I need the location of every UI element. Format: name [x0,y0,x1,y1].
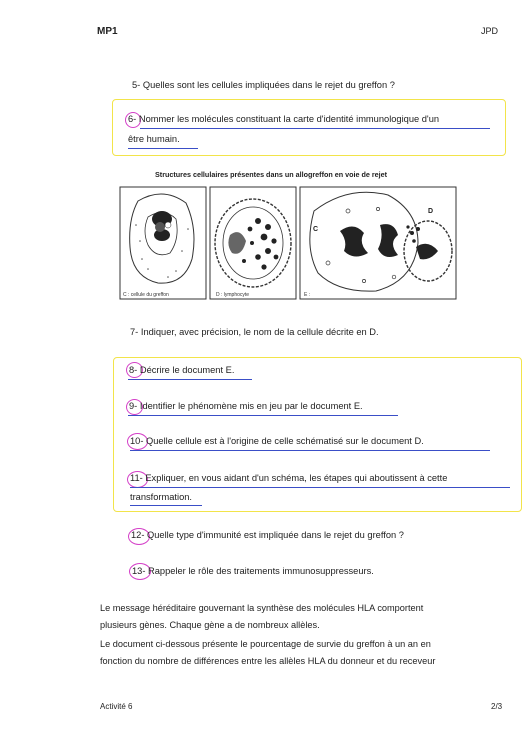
question-6-line2: être humain. [128,134,180,144]
underline [130,450,490,451]
caption-d: D : lymphocyte [216,292,250,298]
question-11-line1 [130,473,447,483]
footer-left: Activité 6 [100,702,133,711]
caption-c: C : cellule du greffon [123,292,169,298]
caption-e: E : [304,292,311,298]
paragraph-line-1: Le message héréditaire gouvernant la synthèse des molécules HLA comportent [100,603,424,613]
question-12 [131,530,404,540]
question-6-line1 [128,114,439,124]
question-13 [132,566,374,576]
question-10 [130,436,424,446]
question-number: 9- [129,401,138,411]
paragraph-line-4: fonction du nombre de différences entre les allèles HLA du donneur et du receveur [100,656,436,666]
question-number: 7- [130,327,139,337]
header-left: MP1 [97,26,118,37]
question-7 [130,327,379,337]
underline [140,128,490,129]
label-d: D [428,208,434,215]
question-text: Quelles sont les cellules impliquées dans le rejet du greffon ? [142,80,395,90]
question-text: Nommer les molécules constituant la carte d'identité immunologique d'un [138,114,440,124]
question-number: 13- [132,566,146,576]
question-11-line2: transformation. [130,492,193,502]
question-number: 6- [128,114,137,124]
underline [128,148,198,149]
panel-c-frame [120,187,206,299]
question-text: Identifier le phénomène mis en jeu par le document E. [139,401,363,411]
underline [128,415,398,416]
question-text: Expliquer, en vous aidant d'un schéma, les étapes qui aboutissent à cette [145,473,448,483]
question-number: 10- [130,436,144,446]
underline [128,379,252,380]
question-text: Indiquer, avec précision, le nom de la cellule décrite en D. [140,327,379,337]
question-text: Rappeler le rôle des traitements immunosuppresseurs. [148,566,374,576]
question-9 [129,401,363,411]
question-8 [129,365,234,375]
highlight-box-q8-q11 [113,357,522,512]
question-number: 8- [129,365,138,375]
panel-e-frame [300,187,456,299]
question-number: 5- [132,80,141,90]
question-text: Décrire le document E. [139,365,235,375]
cell-c-outline [310,192,418,291]
underline [130,487,510,488]
label-c: C [313,226,319,233]
header-right: JPD [481,26,499,36]
footer-right: 2/3 [491,702,503,711]
paragraph-line-2: plusieurs gènes. Chaque gène a de nombreux allèles. [100,620,320,630]
figure-title: Structures cellulaires présentes dans un allogreffon en voie de rejet [155,170,388,179]
question-text: Quelle type d'immunité est impliquée dans le rejet du greffon ? [147,530,404,540]
question-text: Quelle cellule est à l'origine de celle schématisé sur le document D. [146,436,424,446]
question-number: 12- [131,530,145,540]
underline [130,505,202,506]
cell-figure [118,181,458,303]
question-number: 11- [130,473,143,483]
paragraph-line-3: Le document ci-dessous présente le pourcentage de survie du greffon à un an en [100,639,431,649]
question-5 [132,80,395,90]
